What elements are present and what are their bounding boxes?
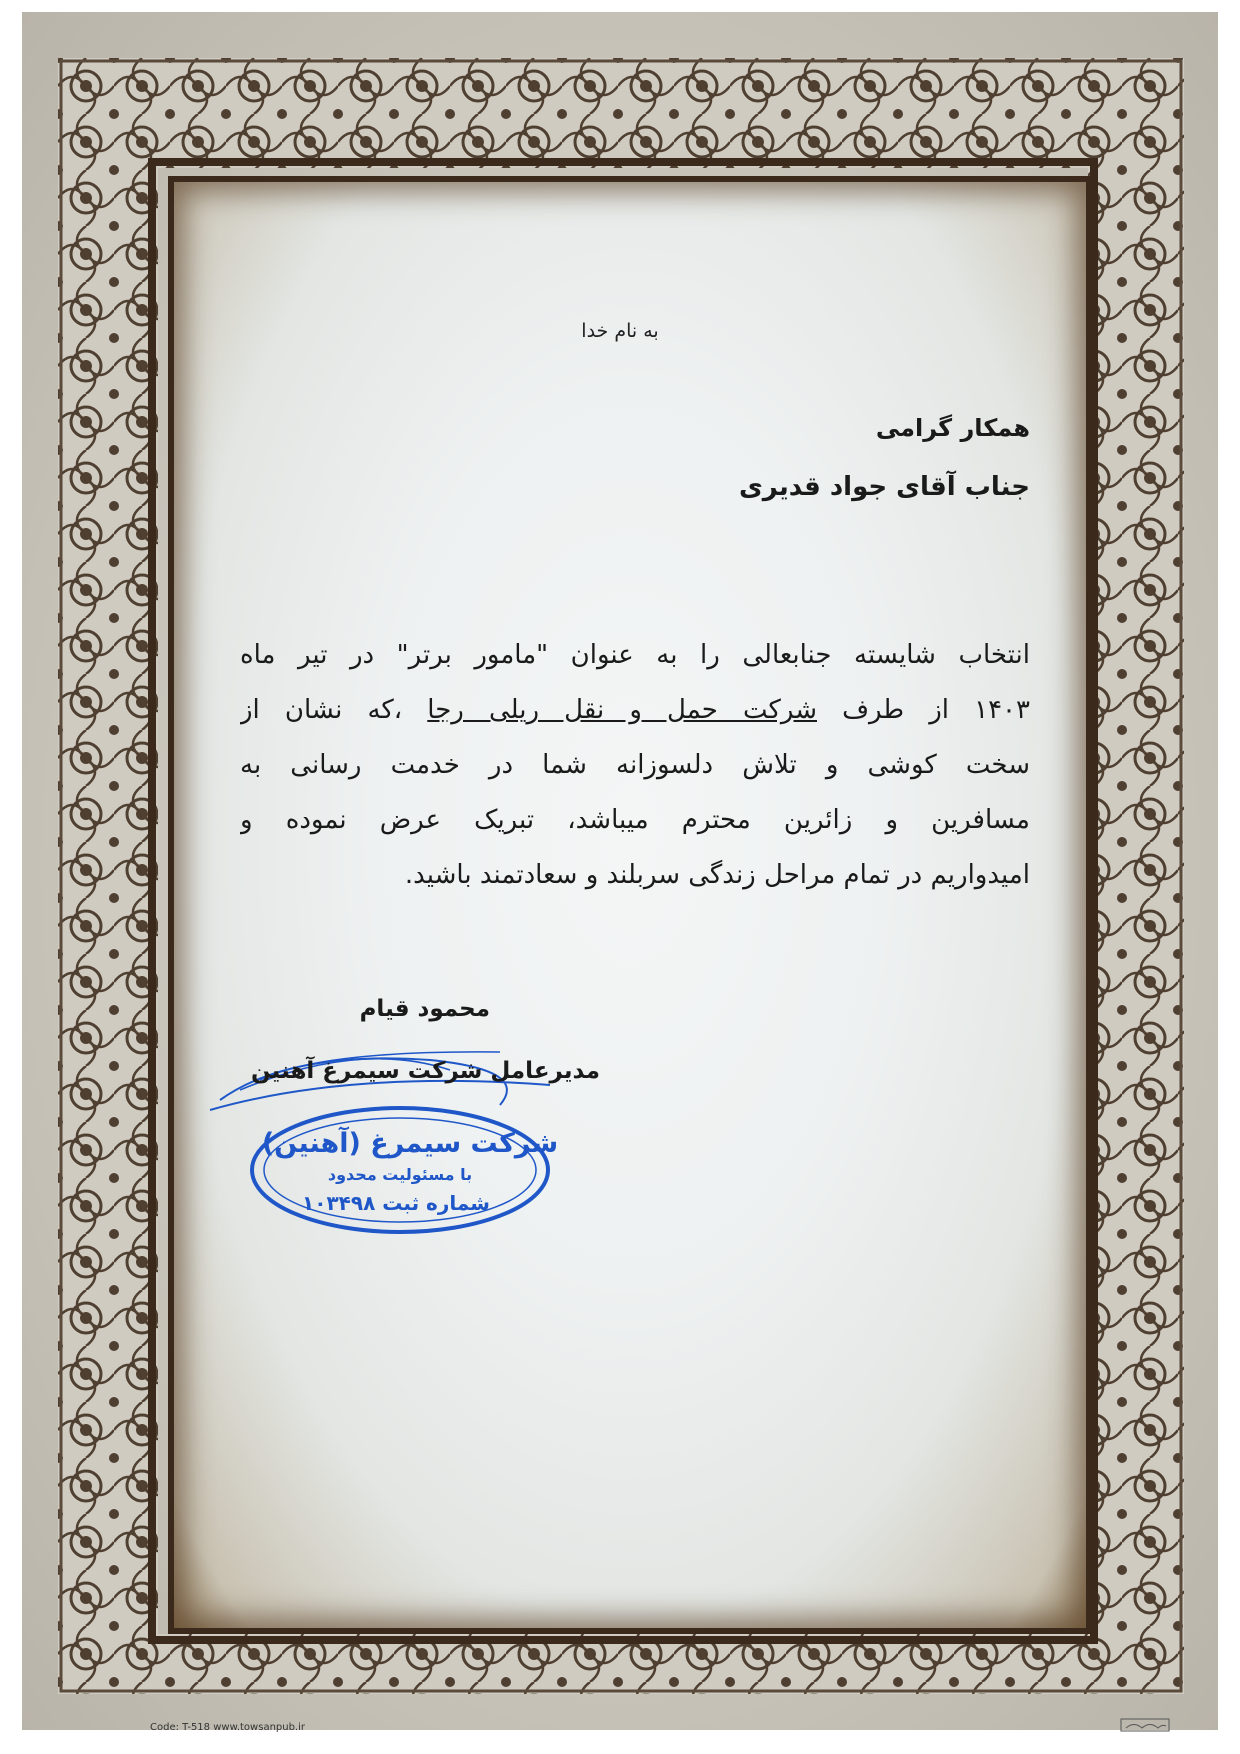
stamp-text-company: شرکت سیمرغ (آهنین) bbox=[261, 1128, 559, 1159]
signer-title: مدیرعامل شرکت سیمرغ آهنین bbox=[250, 1058, 600, 1084]
certificate-body bbox=[240, 628, 1030, 903]
stamp-text-liability: با مسئولیت محدود bbox=[327, 1165, 473, 1184]
body-line bbox=[240, 683, 1030, 738]
stamp-text-registration: شماره ثبت ۱۰۳۴۹۸ bbox=[302, 1191, 490, 1215]
signer-name: محمود قیام bbox=[359, 996, 490, 1022]
body-line-part: ۱۴۰۳ از طرف bbox=[816, 695, 1030, 725]
body-line: انتخاب شایسته جنابعالی را به عنوان "مامور برتر" در تیر ماه bbox=[240, 640, 1030, 670]
certificate-field bbox=[168, 176, 1092, 1634]
greeting-heading: همکار گرامی bbox=[875, 414, 1030, 442]
body-line: سخت کوشی و تلاش دلسوزانه شما در خدمت رسانی به bbox=[240, 750, 1030, 780]
body-line: مسافرین و زائرین محترم میباشد، تبریک عرض نموده و bbox=[240, 805, 1030, 835]
body-line: امیدواریم در تمام مراحل زندگی سربلند و سعادتمند باشید. bbox=[404, 860, 1030, 890]
publisher-logo-icon bbox=[1120, 1718, 1170, 1732]
recipient-name: جناب آقای جواد قدیری bbox=[738, 472, 1030, 502]
company-name-underlined: شرکت حمل و نقل ریلی رجا bbox=[427, 695, 817, 725]
footer-code: Code: T-518 www.towsanpub.ir bbox=[150, 1722, 306, 1733]
invocation-text: به نام خدا bbox=[581, 320, 659, 342]
body-line-part: ،که نشان از bbox=[240, 695, 428, 725]
